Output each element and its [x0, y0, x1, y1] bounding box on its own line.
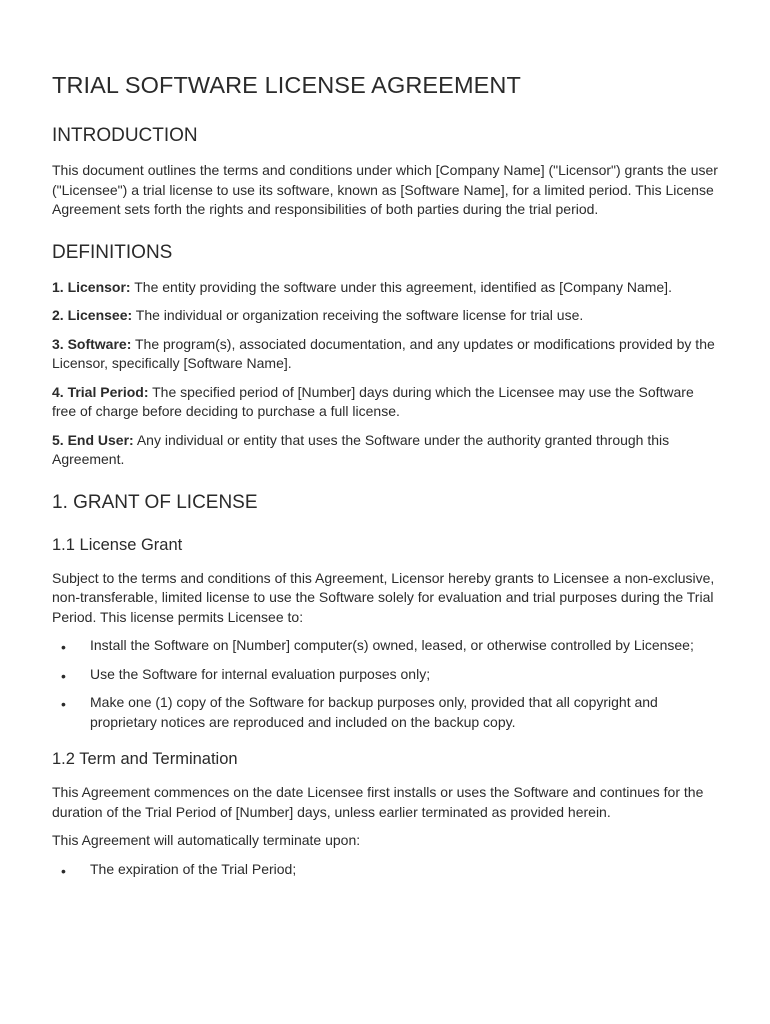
definitions-heading: DEFINITIONS	[52, 241, 173, 263]
termination-list	[52, 860, 718, 880]
definition-text: The entity providing the software under this agreement, identified as [Company Name].	[130, 278, 672, 295]
grant-heading: 1. GRANT OF LICENSE	[52, 491, 258, 513]
list-item	[52, 636, 718, 656]
definitions-section	[52, 242, 718, 470]
bullet-icon: •	[61, 667, 66, 684]
definition-end-user	[52, 431, 718, 470]
bullet-icon: •	[61, 639, 66, 655]
definition-text: The specified period of [Number] days during which the Licensee may use the Software free of charge before deciding to purchase a full license.	[52, 383, 694, 419]
list-item-text: Install the Software on [Number] computer(s) owned, leased, or otherwise controlled by Licensee;	[90, 637, 694, 653]
definition-text: Any individual or entity that uses the Software under the authority granted through this Agreement.	[52, 431, 670, 467]
introduction-text: This document outlines the terms and conditions under which [Company Name] ("Licensor") grants the user ("Licensee") a trial license to use its software, known as [Software Name], for a limited period. This License Agreement sets forth the rights and responsibilities of both parties during the trial period.	[52, 162, 718, 217]
definition-term: 2. Licensee:	[52, 307, 133, 323]
license-grant-text: Subject to the terms and conditions of this Agreement, Licensor hereby grants to Licensee a non-exclusive, non-transferable, limited license to use the Software solely for evaluation and trial purposes during the Trial Period. This license permits Licensee to:	[52, 569, 715, 625]
document-title: TRIAL SOFTWARE LICENSE AGREEMENT	[52, 72, 521, 98]
bullet-icon: •	[61, 862, 66, 879]
list-item	[52, 860, 718, 880]
definition-text: The individual or organization receiving the software license for trial use.	[132, 307, 584, 323]
list-item-text: Use the Software for internal evaluation purposes only;	[90, 665, 431, 682]
definition-software	[52, 335, 718, 374]
bullet-icon: •	[61, 696, 66, 712]
introduction-section	[52, 125, 718, 220]
term-heading: 1.2 Term and Termination	[52, 750, 238, 768]
definition-term: 1. Licensor:	[52, 278, 131, 295]
definition-term: 3. Software:	[52, 335, 132, 352]
definition-term: 5. End User:	[52, 431, 134, 448]
list-item	[52, 665, 718, 685]
definition-trial-period	[52, 383, 718, 422]
term-text-2: This Agreement will automatically terminate upon:	[52, 832, 361, 848]
license-grant-heading: 1.1 License Grant	[52, 535, 183, 554]
term-text-1: This Agreement commences on the date Licensee first installs or uses the Software and continues for the duration of the Trial Period of [Number] days, unless earlier terminated as provided herein.	[52, 784, 704, 820]
license-grant-list	[52, 636, 718, 732]
grant-section	[52, 492, 718, 880]
definition-licensor	[52, 278, 718, 298]
definition-text: The program(s), associated documentation, and any updates or modifications provided by the Licensor, specifically [Software Name].	[52, 335, 715, 371]
list-item	[52, 693, 718, 732]
introduction-heading: INTRODUCTION	[52, 125, 198, 146]
list-item-text: Make one (1) copy of the Software for backup purposes only, provided that all copyright and proprietary notices are reproduced and included on the backup copy.	[90, 694, 658, 730]
list-item-text: The expiration of the Trial Period;	[90, 860, 297, 877]
definition-term: 4. Trial Period:	[52, 383, 149, 400]
definition-licensee	[52, 306, 718, 326]
